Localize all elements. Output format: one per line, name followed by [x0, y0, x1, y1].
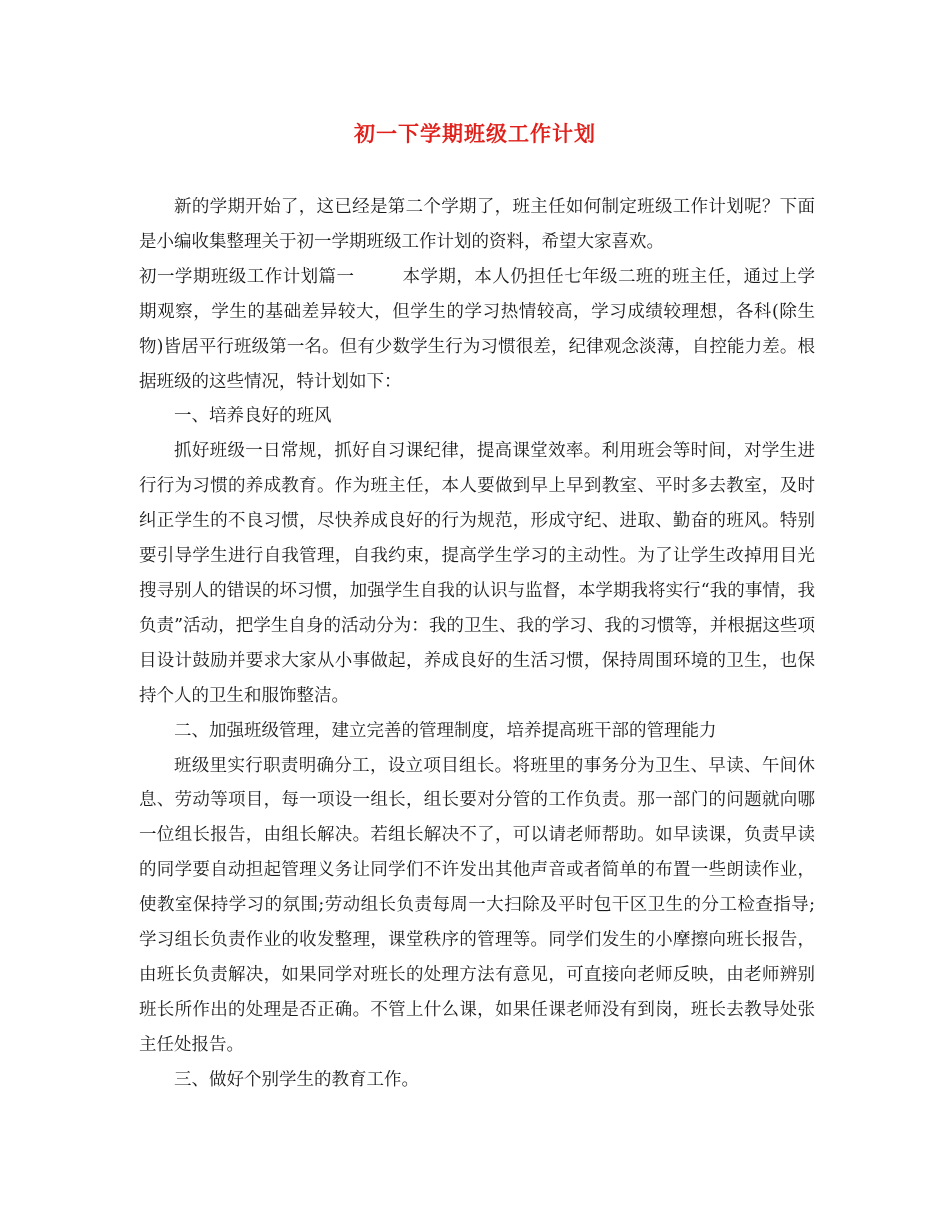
document-title: 初一下学期班级工作计划 — [354, 121, 596, 146]
section-heading: 初一学期班级工作计划篇一 — [139, 266, 355, 287]
section-paragraph — [139, 260, 815, 400]
section-opening-text: 本学期，本人仍担任七年级二班的班主任，通过上学期观察，学生的基础差异较大，但学生的学习热情较高，学习成绩较理想，各科(除生物)皆居平行班级第一名。但有少数学生行为习惯很差，纪律观念淡薄，自控能力差。根据班级的这些情况，特计划如下： — [139, 266, 816, 392]
document-body — [139, 190, 815, 1098]
paragraph-1: 抓好班级一日常规，抓好自习课纪律，提高课堂效率。利用班会等时间，对学生进行行为习惯的养成教育。作为班主任，本人要做到早上早到教室、平时多去教室，及时纠正学生的不良习惯，尽快养成良好的行为规范，形成守纪、进取、勤奋的班风。特别要引导学生进行自我管理，自我约束，提高学生学习的主动性。为了让学生改掉用目光搜寻别人的错误的坏习惯，加强学生自我的认识与监督，本学期我将实行“我的事情，我负责”活动，把学生自身的活动分为：我的卫生、我的学习、我的习惯等，并根据这些项目设计鼓励并要求大家从小事做起，养成良好的生活习惯，保持周围环境的卫生，也保持个人的卫生和服饰整洁。 — [139, 441, 815, 706]
paragraph-2: 班级里实行职责明确分工，设立项目组长。将班里的事务分为卫生、早读、午间休息、劳动等项目，每一项设一组长，组长要对分管的工作负责。那一部门的问题就向哪一位组长报告，由组长解决。若组长解决不了，可以请老师帮助。如早读课，负责早读的同学要自动担起管理义务让同学们不许发出其他声音或者简单的布置一些朗读作业，使教室保持学习的氛围;劳动组长负责每周一大扫除及平时包干区卫生的分工检查指导;学习组长负责作业的收发整理，课堂秩序的管理等。同学们发生的小摩擦向班长报告，由班长负责解决，如果同学对班长的处理方法有意见，可直接向老师反映，由老师辨别班长所作出的处理是否正确。不管上什么课，如果任课老师没有到岗，班长去教导处张主任处报告。 — [139, 755, 815, 1055]
heading-2: 二、加强班级管理，建立完善的管理制度，培养提高班干部的管理能力 — [174, 720, 717, 741]
heading-1: 一、培养良好的班风 — [174, 406, 332, 427]
intro-paragraph: 新的学期开始了，这已经是第二个学期了，班主任如何制定班级工作计划呢？下面是小编收集整理关于初一学期班级工作计划的资料，希望大家喜欢。 — [139, 197, 815, 252]
heading-3: 三、做好个别学生的教育工作。 — [174, 1069, 419, 1090]
